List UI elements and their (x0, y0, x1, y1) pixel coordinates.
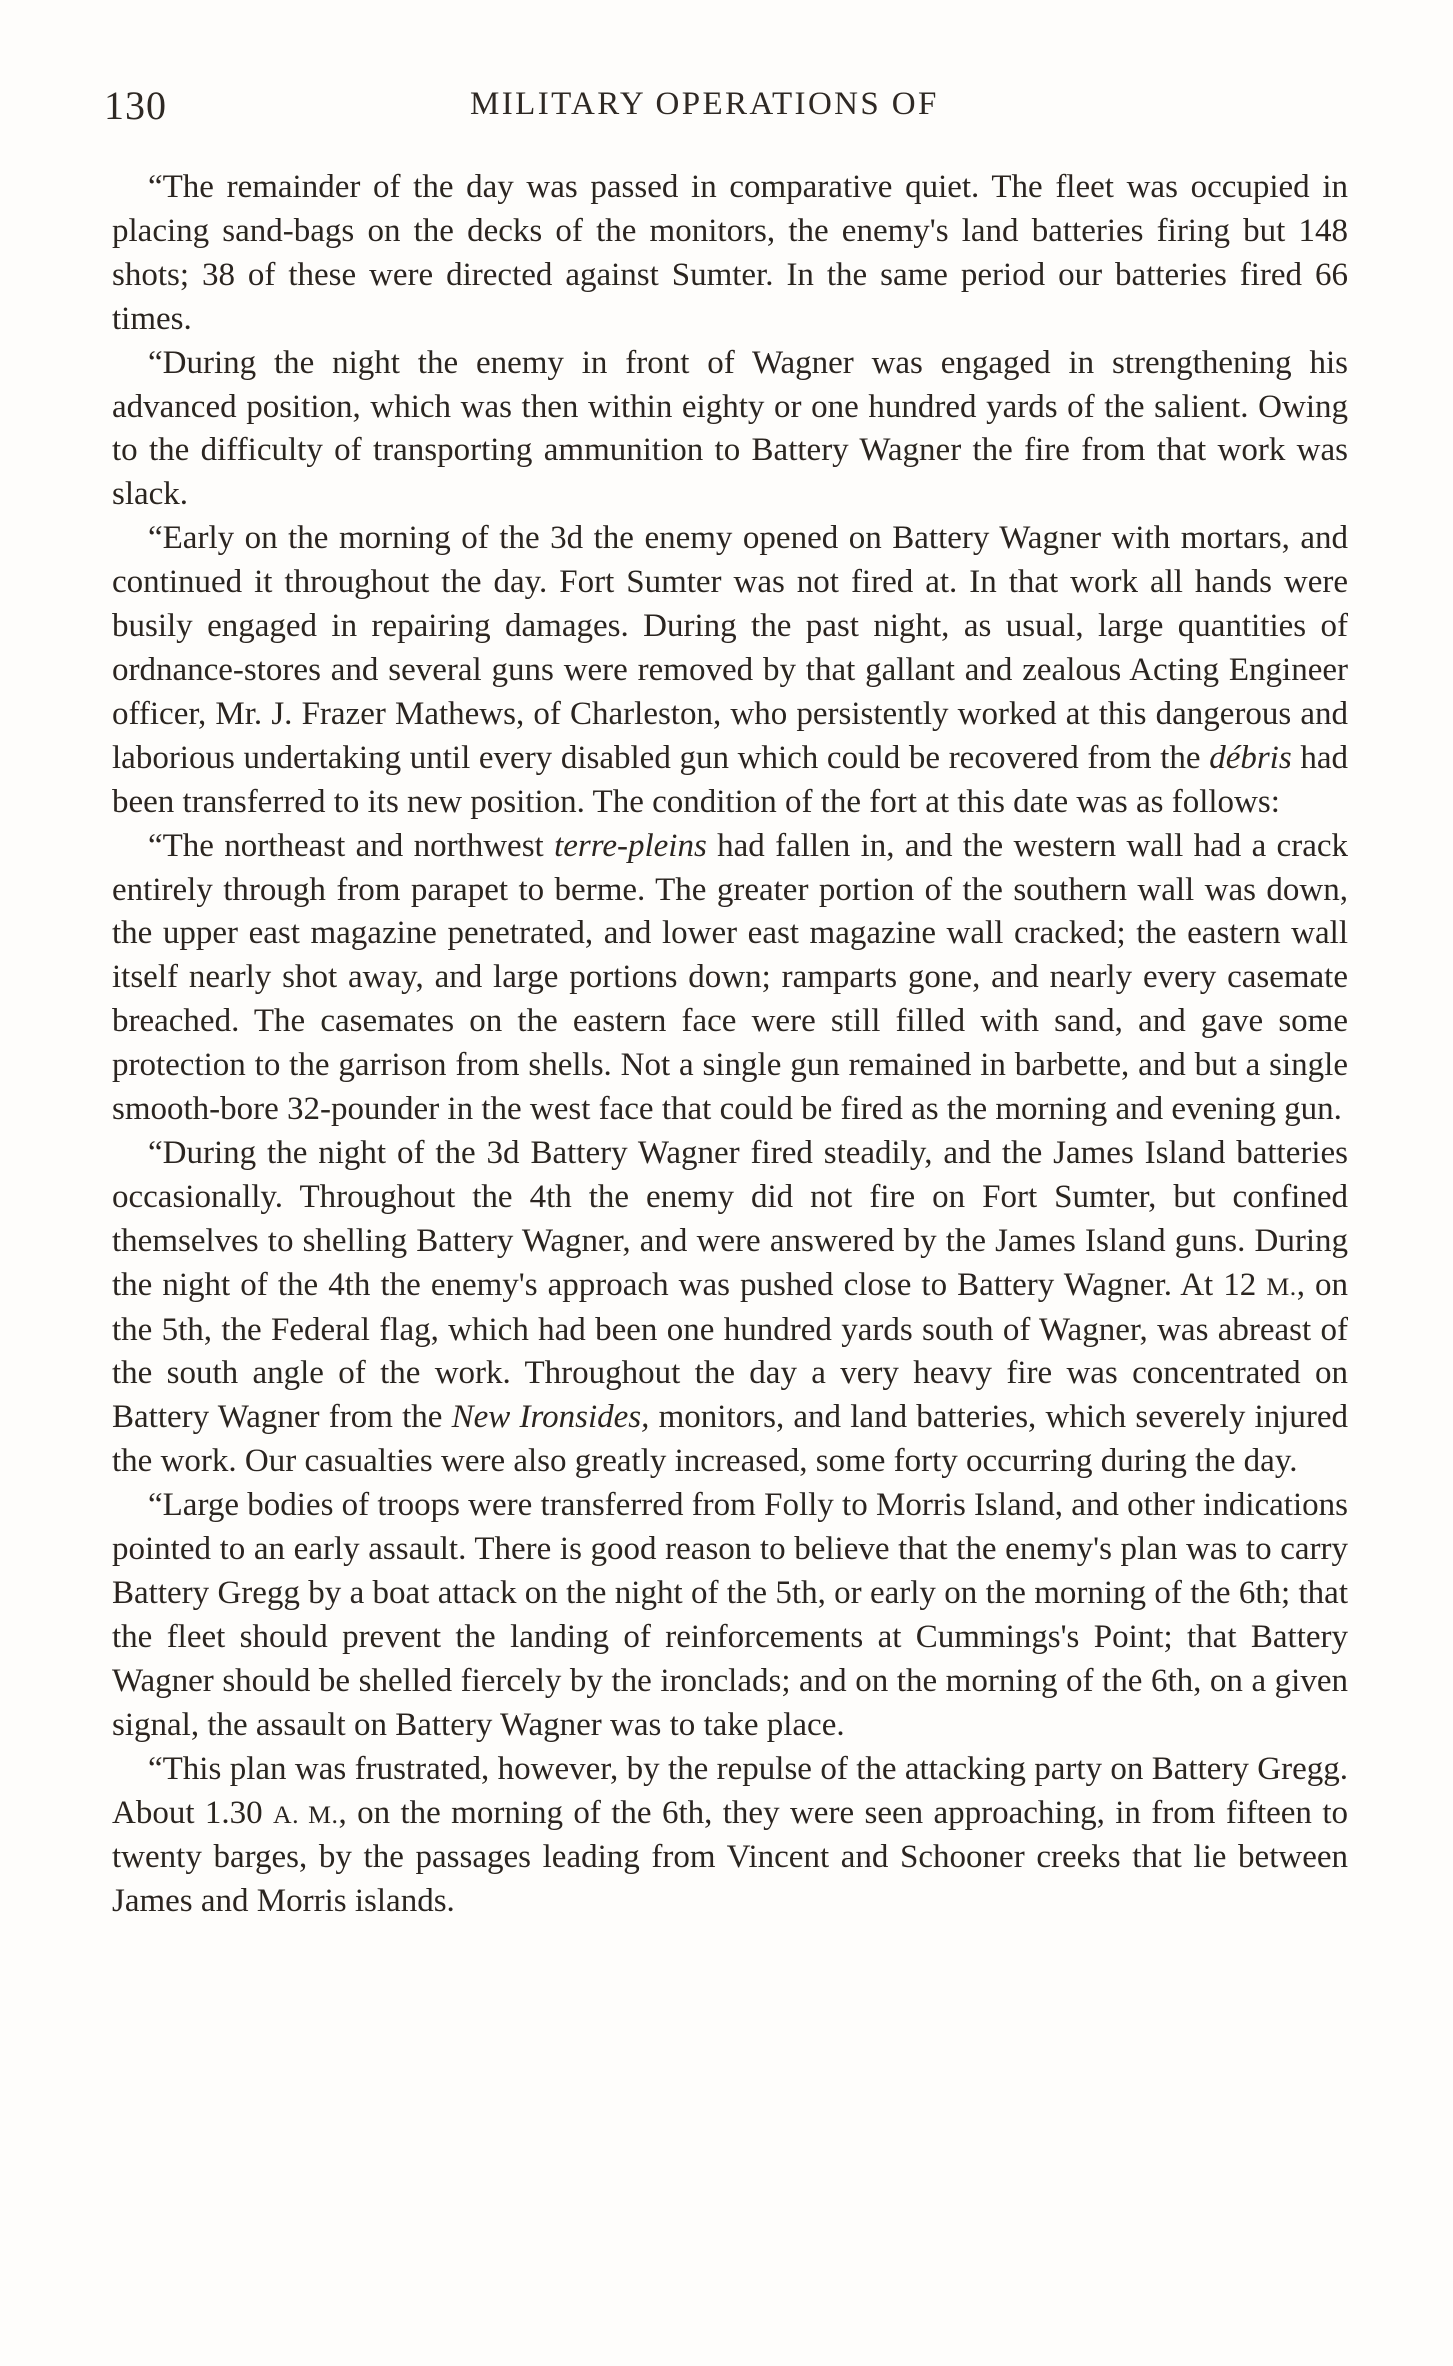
paragraph-5-text-c: monitors, and land batteries, which severely injured the work. Our casualties were also greatly increased, some forty occurring during the day. (112, 1399, 1349, 1480)
page-number: 130 (104, 83, 167, 128)
paragraph-3-text-a: “Early on the morning of the 3d the enemy opened on Battery Wagner with mortars, and continued it throughout the day. Fort Sumter was not fired at. In that work all hands were busily engaged in repairing damages. During the past night, as usual, large quantities of ordnance-stores and several guns were removed by that gallant and zealous Acting Engineer officer, Mr. J. Frazer Mathews, of Charleston, who persistently worked at this dangerous and laborious undertaking until every disabled gun which could be recovered from the (112, 520, 1348, 776)
paragraph-5-italic-new-ironsides: New Ironsides, (451, 1399, 650, 1436)
paragraph-3-italic-debris: débris (1209, 739, 1292, 776)
paragraph-3-text-b: had been transferred to its new position. The condition of the fort at this date was as follows: (112, 739, 1348, 820)
paragraph-2: “During the night the enemy in front of Wagner was engaged in strengthening his advanced position, which was then within eighty or one hundred yards of the salient. Owing to the difficulty of transporting ammunition to Battery Wagner the fire from that work was slack. (112, 344, 1348, 513)
paragraph-5-text-a: “During the night of the 3d Battery Wagner fired steadily, and the James Island batteries occasionally. Throughout the 4th the enemy did not fire on Fort Sumter, but confined themselves to shelling Battery Wagner, and were answered by the James Island guns. During the night of the 4th the enemy's approach was pushed close to Battery Wagner. At 12 (112, 1134, 1348, 1303)
paragraph-7-smallcaps-am: A. M. (273, 1799, 339, 1829)
body-text (112, 166, 1348, 1924)
paragraph-4-text-b: had fallen in, and the western wall had a crack entirely through from parapet to berme. The greater portion of the southern wall was down, the upper east magazine penetrated, and lower east magazine wall cracked; the eastern wall itself nearly shot away, and large portions down; ramparts gone, and nearly every casemate breached. The casemates on the eastern face were still filled with sand, and gave some protection to the garrison from shells. Not a single gun remained in barbette, and but a single smooth-bore 32-pounder in the west face that could be fired as the morning and evening gun. (112, 827, 1348, 1128)
running-head: MILITARY OPERATIONS OF (470, 86, 939, 122)
paragraph-3 (112, 517, 1348, 824)
paragraph-7 (112, 1748, 1348, 1925)
paragraph-7-text-a: “This plan was frustrated, however, by the repulse of the attacking party on Battery Gregg. About 1.30 (112, 1750, 1348, 1831)
paragraph-4-text-a: “The northeast and northwest (148, 827, 555, 864)
paragraph-4 (112, 825, 1348, 1132)
paragraph-5-text-b: , on the 5th, the Federal flag, which had been one hundred yards south of Wagner, was abreast of the south angle of the work. Throughout the day a very heavy fire was concentrated on Battery Wagner from the (112, 1266, 1349, 1436)
paragraph-5-smallcaps-m: M. (1266, 1271, 1297, 1301)
paragraph-4-italic-terre-pleins: terre-pleins (554, 827, 707, 864)
paragraph-6: “Large bodies of troops were transferred from Folly to Morris Island, and other indications pointed to an early assault. There is good reason to believe that the enemy's plan was to carry Battery Gregg by a boat attack on the night of the 5th, or early on the morning of the 6th; that the fleet should prevent the landing of reinforcements at Cummings's Point; that Battery Wagner should be shelled fiercely by the ironclads; and on the morning of the 6th, on a given signal, the assault on Battery Wagner was to take place. (112, 1487, 1348, 1743)
paragraph-5 (112, 1132, 1348, 1484)
paragraph-7-text-b: , on the morning of the 6th, they were seen approaching, in from fifteen to twenty barges, by the passages leading from Vincent and Schooner creeks that lie between James and Morris islands. (112, 1794, 1348, 1920)
paragraph-1: “The remainder of the day was passed in comparative quiet. The fleet was occupied in placing sand-bags on the decks of the monitors, the enemy's land batteries firing but 148 shots; 38 of these were directed against Sumter. In the same period our batteries fired 66 times. (112, 169, 1348, 337)
